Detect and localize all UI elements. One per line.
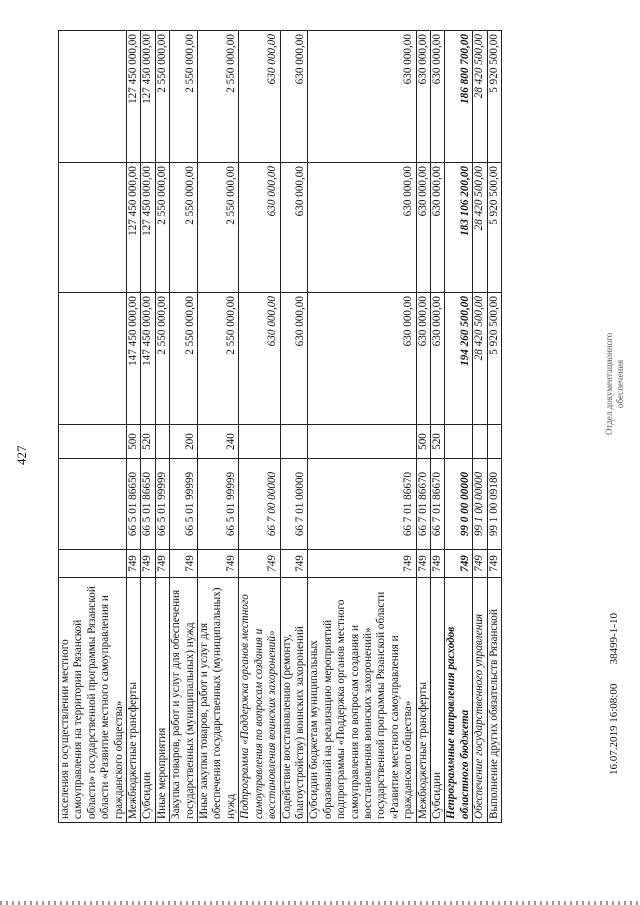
cell-amount-2019: 147 450 000,00 [141, 293, 155, 425]
cell-amount-2020: 5 920 500,00 [487, 163, 501, 293]
table-row [198, 31, 239, 823]
cell-name: населения в осуществлении местного самоуправления на территории Рязанской области» государственной программы Рязанской области «Развитие местного самоуправления и гражданского общества» [59, 578, 127, 823]
cell-amount-2020: 127 450 000,00 [127, 163, 141, 293]
footer-code: 38499-1-10 [608, 613, 620, 665]
cell-amount-2020: 630 000,00 [416, 163, 430, 293]
cell-amount-2021: 630 000,00 [416, 31, 430, 163]
table-row [170, 31, 198, 823]
cell-amount-2021: 2 550 000,00 [155, 31, 169, 163]
table-row [487, 31, 501, 823]
table-row [59, 31, 127, 823]
cell-amount-2019: 147 450 000,00 [127, 293, 141, 425]
cell-vr [239, 425, 280, 459]
cell-amount-2019: 2 550 000,00 [198, 293, 239, 425]
cell-amount-2019: 630 000,00 [239, 293, 280, 425]
cell-amount-2021: 28 420 500,00 [473, 31, 487, 163]
cell-vr: 500 [127, 425, 141, 459]
cell-grbs: 749 [127, 550, 141, 578]
cell-vr: 500 [416, 425, 430, 459]
cell-vr [59, 425, 127, 459]
scan-edge [0, 901, 640, 905]
stamp-mark [600, 813, 630, 883]
cell-name: Субсидии [141, 578, 155, 823]
table-row [141, 31, 155, 823]
cell-amount-2020: 2 550 000,00 [198, 163, 239, 293]
cell-amount-2019: 28 420 500,00 [473, 293, 487, 425]
cell-amount-2020: 28 420 500,00 [473, 163, 487, 293]
table-row [308, 31, 416, 823]
cell-grbs [59, 550, 127, 578]
cell-csr: 66 7 01 00000 [280, 459, 308, 550]
cell-name: Непрограммные направления расходов областного бюджета [445, 578, 473, 823]
cell-amount-2021 [59, 31, 127, 163]
cell-name: Межбюджетные трансферты [416, 578, 430, 823]
cell-vr [280, 425, 308, 459]
cell-amount-2020: 127 450 000,00 [141, 163, 155, 293]
cell-csr: 66 5 01 99999 [155, 459, 169, 550]
table-body [59, 31, 502, 823]
cell-name: Содействие восстановлению (ремонту, благоустройству) воинских захоронений [280, 578, 308, 823]
department-stamp [604, 333, 626, 435]
cell-amount-2019: 630 000,00 [430, 293, 444, 425]
cell-csr: 66 7 00 00000 [239, 459, 280, 550]
cell-vr: 520 [141, 425, 155, 459]
table-row [127, 31, 141, 823]
cell-grbs: 749 [141, 550, 155, 578]
stamp-line-1: Отдел документационного [604, 332, 614, 435]
cell-amount-2019: 2 550 000,00 [155, 293, 169, 425]
cell-amount-2019: 2 550 000,00 [170, 293, 198, 425]
cell-grbs: 749 [198, 550, 239, 578]
cell-amount-2020 [59, 163, 127, 293]
cell-amount-2021: 127 450 000,00 [141, 31, 155, 163]
cell-amount-2020: 630 000,00 [308, 163, 416, 293]
cell-csr: 66 5 01 86650 [127, 459, 141, 550]
cell-amount-2020: 2 550 000,00 [170, 163, 198, 293]
cell-vr: 200 [170, 425, 198, 459]
cell-amount-2021: 630 000,00 [239, 31, 280, 163]
footer-meta [608, 613, 620, 775]
cell-amount-2019: 5 920 500,00 [487, 293, 501, 425]
cell-vr: 520 [430, 425, 444, 459]
cell-amount-2019: 630 000,00 [416, 293, 430, 425]
cell-grbs: 749 [445, 550, 473, 578]
cell-grbs: 749 [280, 550, 308, 578]
page-number: 427 [14, 445, 29, 465]
cell-vr [445, 425, 473, 459]
cell-name: Субсидии бюджетам муниципальных образований на реализацию мероприятий подпрограммы «Поддержка органов местного самоуправления по вопросам создания и восстановления воинских захоронений» государственной программы Рязанской области «Развитие местного самоуправления и гражданского общества» [308, 578, 416, 823]
cell-vr [155, 425, 169, 459]
cell-amount-2021: 186 800 700,00 [445, 31, 473, 163]
cell-amount-2019 [59, 293, 127, 425]
cell-name: Подпрограмма «Поддержка органов местного самоуправления по вопросам создания и восстановления воинских захоронений» [239, 578, 280, 823]
table-row [430, 31, 444, 823]
cell-csr: 66 7 01 86670 [416, 459, 430, 550]
cell-name: Субсидии [430, 578, 444, 823]
cell-vr [487, 425, 501, 459]
cell-grbs: 749 [416, 550, 430, 578]
budget-table [58, 30, 502, 823]
cell-grbs: 749 [155, 550, 169, 578]
cell-name: Закупка товаров, работ и услуг для обеспечения государственных (муниципальных) нужд [170, 578, 198, 823]
cell-name: Межбюджетные трансферты [127, 578, 141, 823]
cell-amount-2019: 630 000,00 [308, 293, 416, 425]
stamp-line-2: обеспечения [615, 359, 625, 408]
cell-amount-2021: 2 550 000,00 [170, 31, 198, 163]
cell-csr: 66 7 01 86670 [308, 459, 416, 550]
cell-name: Иные мероприятия [155, 578, 169, 823]
table-row [416, 31, 430, 823]
cell-csr: 66 7 01 86670 [430, 459, 444, 550]
cell-amount-2019: 194 260 500,00 [445, 293, 473, 425]
footer-timestamp: 16.07.2019 16:08:00 [608, 683, 620, 775]
table-row [445, 31, 473, 823]
table-row [239, 31, 280, 823]
cell-grbs: 749 [473, 550, 487, 578]
cell-grbs: 749 [487, 550, 501, 578]
table-row [280, 31, 308, 823]
cell-grbs: 749 [170, 550, 198, 578]
cell-vr [473, 425, 487, 459]
table-row [473, 31, 487, 823]
cell-csr: 99 0 00 00000 [445, 459, 473, 550]
cell-amount-2020: 630 000,00 [239, 163, 280, 293]
cell-csr: 99 1 00 09180 [487, 459, 501, 550]
cell-amount-2020: 2 550 000,00 [155, 163, 169, 293]
cell-grbs: 749 [239, 550, 280, 578]
cell-amount-2020: 183 106 200,00 [445, 163, 473, 293]
cell-grbs: 749 [308, 550, 416, 578]
table-row [155, 31, 169, 823]
cell-csr: 66 5 01 86650 [141, 459, 155, 550]
cell-grbs: 749 [430, 550, 444, 578]
cell-name: Иные закупки товаров, работ и услуг для обеспечения государственных (муниципальных) нужд [198, 578, 239, 823]
cell-vr [308, 425, 416, 459]
cell-amount-2020: 630 000,00 [430, 163, 444, 293]
cell-amount-2020: 630 000,00 [280, 163, 308, 293]
cell-csr: 66 5 01 99999 [170, 459, 198, 550]
cell-name: Выполнение других обязательств Рязанской [487, 578, 501, 823]
cell-csr [59, 459, 127, 550]
cell-vr: 240 [198, 425, 239, 459]
cell-amount-2021: 630 000,00 [430, 31, 444, 163]
cell-amount-2021: 2 550 000,00 [198, 31, 239, 163]
cell-amount-2021: 127 450 000,00 [127, 31, 141, 163]
cell-csr: 99 1 00 00000 [473, 459, 487, 550]
cell-amount-2019: 630 000,00 [280, 293, 308, 425]
cell-name: Обеспечение государственного управления [473, 578, 487, 823]
cell-amount-2021: 630 000,00 [280, 31, 308, 163]
cell-csr: 66 5 01 99999 [198, 459, 239, 550]
cell-amount-2021: 630 000,00 [308, 31, 416, 163]
cell-amount-2021: 5 920 500,00 [487, 31, 501, 163]
